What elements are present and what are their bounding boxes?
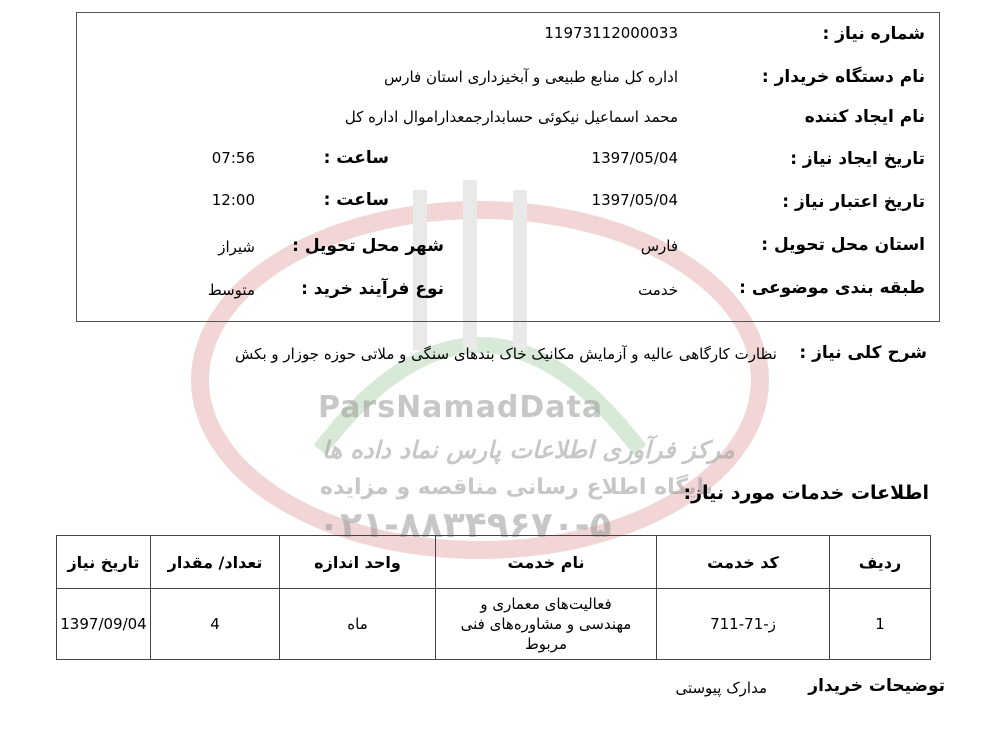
cell-unit: ماه bbox=[280, 589, 436, 660]
table-header-row bbox=[57, 536, 931, 589]
watermark-line-fa: مرکز فرآوری اطلاعات پارس نماد داده ها bbox=[322, 435, 735, 464]
header-service-code: کد خدمت bbox=[657, 536, 830, 589]
creator-value: محمد اسماعیل نیکوئی حسابدارجمعداراموال اداره کل bbox=[344, 108, 678, 126]
buyer-label: نام دستگاه خریدار : bbox=[761, 67, 925, 87]
cell-row-number: 1 bbox=[830, 589, 931, 660]
watermark-brand: ParsNamadData bbox=[318, 390, 604, 425]
process-label: نوع فرآیند خرید : bbox=[301, 279, 444, 299]
valid-time-label: ساعت : bbox=[323, 190, 389, 210]
header-row-number: ردیف bbox=[830, 536, 931, 589]
category-label: طبقه بندی موضوعی : bbox=[739, 278, 925, 298]
created-date-value: 1397/05/04 bbox=[591, 149, 678, 167]
category-value: خدمت bbox=[638, 281, 678, 299]
need-number-label: شماره نیاز : bbox=[822, 24, 925, 44]
cell-need-date: 1397/09/04 bbox=[57, 589, 151, 660]
valid-time-value: 12:00 bbox=[211, 191, 255, 209]
valid-date-label: تاریخ اعتبار نیاز : bbox=[782, 192, 925, 212]
created-time-label: ساعت : bbox=[323, 148, 389, 168]
created-time-value: 07:56 bbox=[211, 149, 255, 167]
header-service-name: نام خدمت bbox=[436, 536, 657, 589]
need-number-value: 11973112000033 bbox=[544, 24, 678, 42]
process-value: متوسط bbox=[207, 281, 255, 299]
buyer-value: اداره کل منابع طبیعی و آبخیزداری استان فارس bbox=[383, 68, 678, 86]
services-table bbox=[56, 535, 931, 660]
valid-date-value: 1397/05/04 bbox=[591, 191, 678, 209]
city-value: شیراز bbox=[218, 238, 255, 256]
created-date-label: تاریخ ایجاد نیاز : bbox=[790, 149, 925, 169]
watermark-line2-fa: پایگاه اطلاع رسانی مناقصه و مزایده bbox=[320, 475, 713, 500]
creator-label: نام ایجاد کننده bbox=[804, 107, 925, 127]
watermark-phone: ۰۲۱-۸۸۳۴۹۶۷۰-۵ bbox=[318, 505, 612, 546]
table-row bbox=[57, 589, 931, 660]
buyer-notes-label: توضیحات خریدار bbox=[808, 676, 945, 696]
header-need-date: تاریخ نیاز bbox=[57, 536, 151, 589]
cell-service-code: ز-71-711 bbox=[657, 589, 830, 660]
province-value: فارس bbox=[640, 237, 678, 255]
header-unit: واحد اندازه bbox=[280, 536, 436, 589]
province-label: استان محل تحویل : bbox=[761, 235, 925, 255]
description-label: شرح کلی نیاز : bbox=[799, 343, 927, 363]
city-label: شهر محل تحویل : bbox=[292, 236, 444, 256]
header-quantity: تعداد/ مقدار bbox=[151, 536, 280, 589]
description-value: نظارت کارگاهی عالیه و آزمایش مکانیک خاک بندهای سنگی و ملاتی حوزه جوزار و بکش bbox=[235, 345, 777, 363]
services-title: اطلاعات خدمات مورد نیاز: bbox=[683, 482, 929, 504]
buyer-notes-value: مدارک پیوستی bbox=[675, 679, 767, 697]
cell-service-name: فعالیت‌های معماری و مهندسی و مشاوره‌های فنی مربوط bbox=[436, 589, 657, 660]
cell-quantity: 4 bbox=[151, 589, 280, 660]
